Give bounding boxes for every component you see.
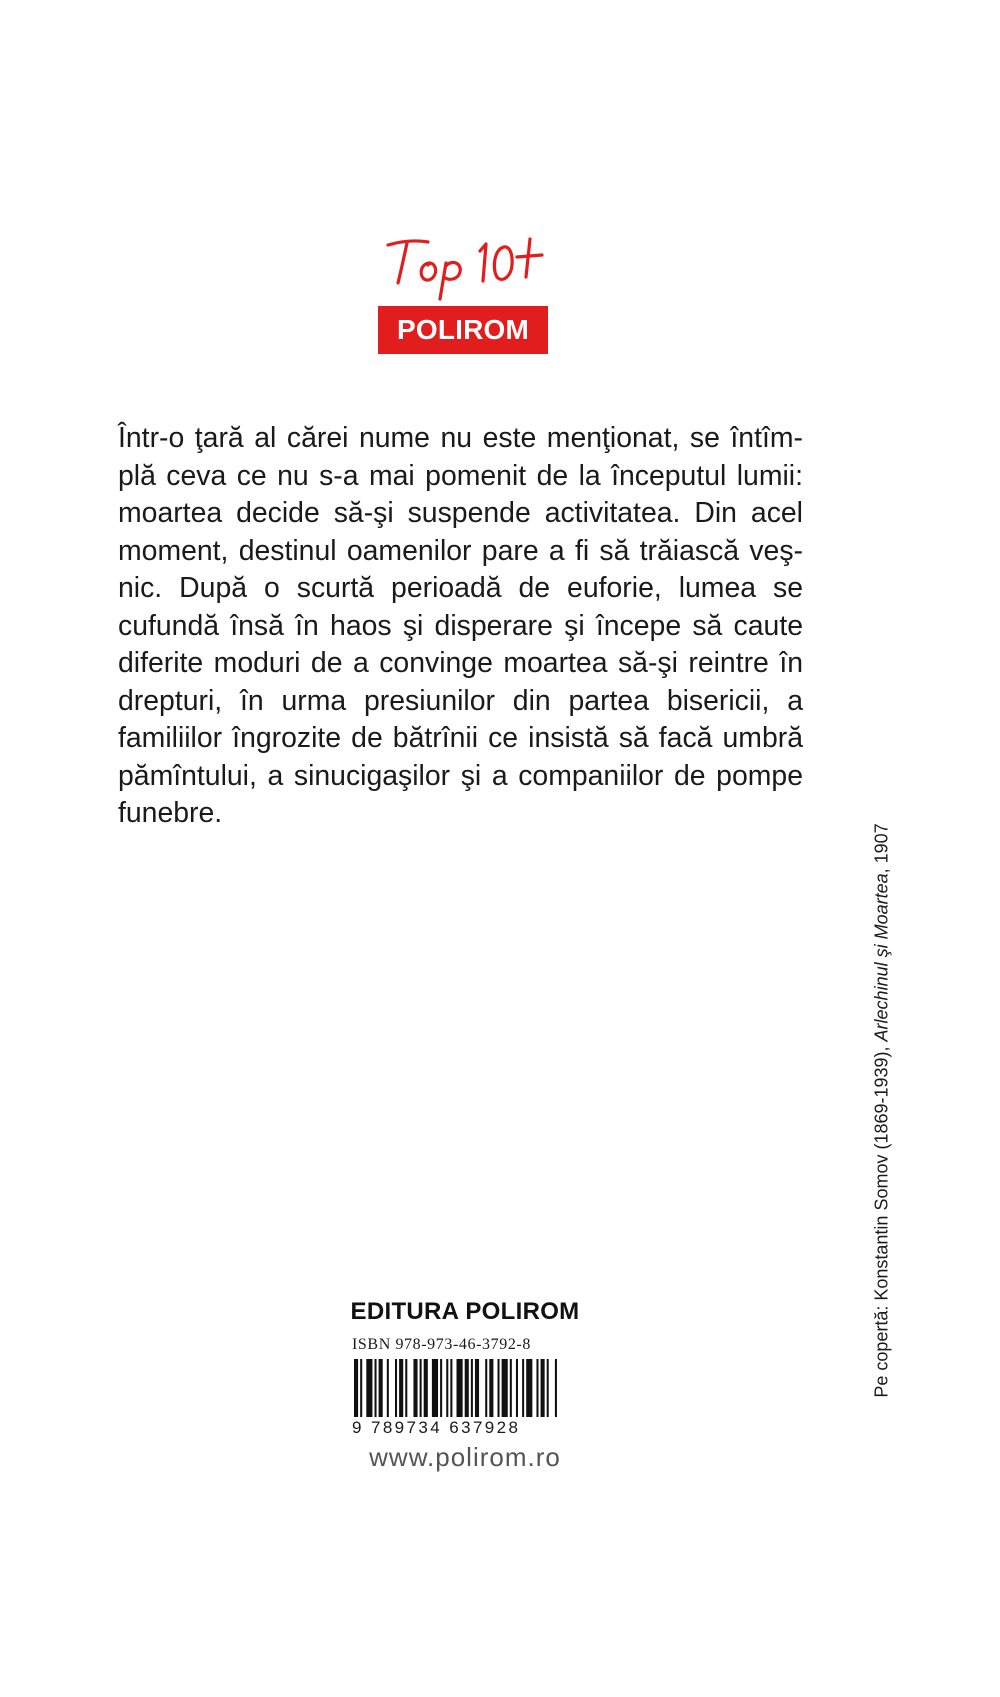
barcode-bar — [395, 1359, 397, 1417]
barcode-bar — [375, 1359, 377, 1417]
credit-prefix: Pe copertă: Konstantin Somov (1869-1939), — [871, 1040, 892, 1398]
barcode-bar — [475, 1359, 479, 1417]
barcode-bar — [450, 1359, 452, 1417]
barcode-bar — [440, 1359, 442, 1417]
barcode-bar — [360, 1359, 362, 1417]
barcode-bar — [510, 1359, 512, 1417]
barcode-bar — [399, 1359, 403, 1417]
book-blurb — [118, 420, 803, 833]
barcode-icon — [352, 1359, 562, 1417]
barcode-bar — [424, 1359, 428, 1417]
blurb-paragraph: Într-o ţară al cărei nume nu este menţionat, se întîmplă ceva ce nu s-a mai pomenit de la începutul lumii: moartea decide să-şi suspende activitatea. Din acel moment, destinul oamenilor pare a fi să trăiască veşnic. După o scurtă perioadă de euforie, lumea se cufundă însă în haos şi disperare şi începe să caute diferite moduri de a convinge moartea să-şi reintre în drepturi, în urma presiunilor din partea bisericii, a familiilor îngrozite de bătrînii ce insistă să facă umbră pămîntului, a sinucigaşilor şi a companiilor de pompe funebre. — [118, 422, 803, 829]
barcode-bar — [522, 1359, 524, 1417]
barcode-bar — [379, 1359, 383, 1417]
isbn-barcode-block — [352, 1335, 562, 1435]
barcode-digits: 9 789734 637928 — [352, 1418, 521, 1437]
barcode-bar — [471, 1359, 473, 1417]
barcode-bar — [516, 1359, 518, 1417]
polirom-logo-text: POLIROM — [396, 314, 530, 345]
publisher-website: www.polirom.ro — [369, 1442, 561, 1472]
barcode-bar — [489, 1359, 493, 1417]
barcode-bar — [465, 1359, 469, 1417]
barcode-bar — [446, 1359, 448, 1417]
barcode-bar — [541, 1359, 545, 1417]
barcode-bar — [547, 1359, 549, 1417]
barcode-bar — [413, 1359, 417, 1417]
barcode-bar — [502, 1359, 508, 1417]
barcode-bar — [405, 1359, 407, 1417]
top-10-plus-script-icon — [380, 225, 570, 305]
barcode-bar — [387, 1359, 389, 1417]
barcode-bar — [366, 1359, 372, 1417]
barcode-bar — [432, 1359, 438, 1417]
credit-artwork-title: Arlechinul şi Moartea — [871, 872, 892, 1041]
barcode-bar — [536, 1359, 538, 1417]
cover-art-credit — [857, 770, 907, 1450]
polirom-logo — [378, 306, 548, 354]
barcode-bar — [354, 1359, 358, 1417]
barcode-bar — [485, 1359, 487, 1417]
series-script-label — [380, 225, 570, 305]
barcode-bar — [457, 1359, 463, 1417]
barcode-bar — [420, 1359, 422, 1417]
cover-art-credit-text — [872, 823, 893, 1397]
isbn-number: ISBN 978-973-46-3792-8 — [352, 1336, 531, 1353]
publisher-name: EDITURA POLIROM — [350, 1298, 580, 1325]
barcode-bar — [498, 1359, 500, 1417]
credit-suffix: , 1907 — [871, 822, 892, 873]
barcode-bar — [555, 1359, 557, 1417]
barcode-bar — [526, 1359, 532, 1417]
